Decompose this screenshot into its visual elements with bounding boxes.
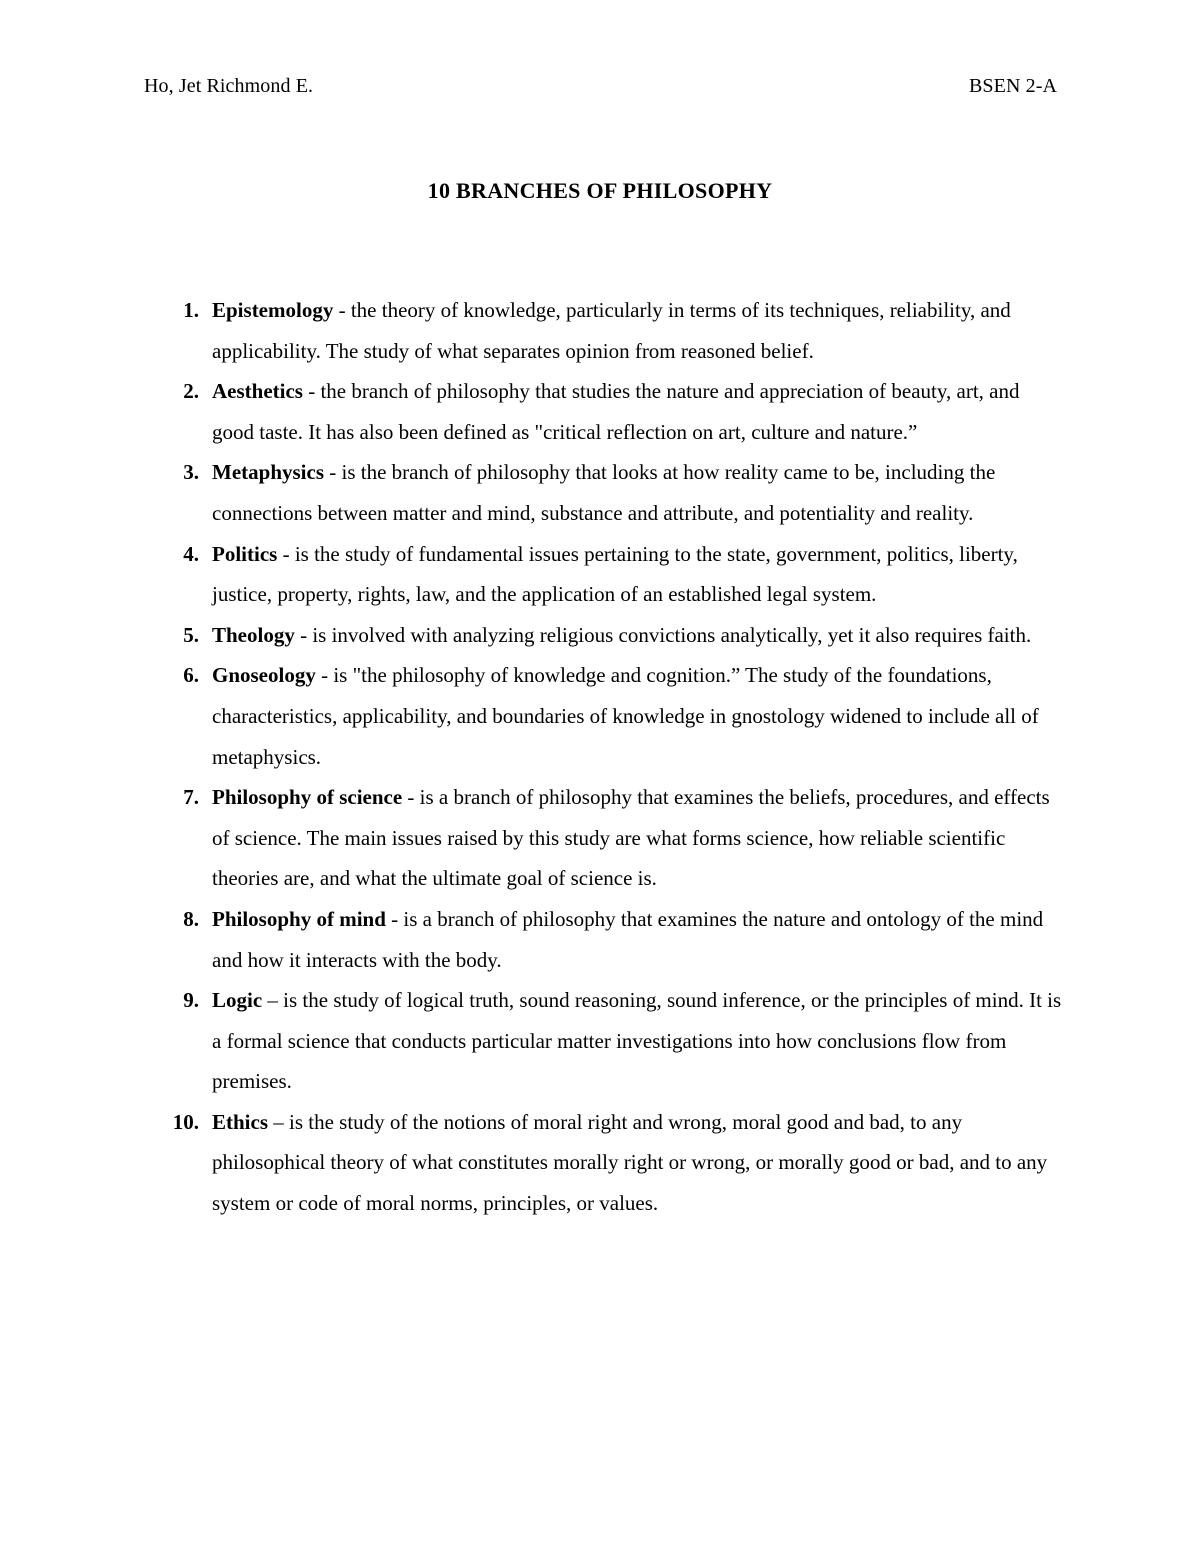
item-number: 4. [183,541,199,566]
item-number: 9. [183,988,199,1013]
document-title: 10 BRANCHES OF PHILOSOPHY [427,178,773,203]
item-number: 1. [183,298,199,322]
class-section: BSEN 2-A [968,75,1057,97]
list-item [144,1102,1064,1224]
item-term: Gnoseology [212,663,316,688]
list-item [144,980,1064,1102]
list-item [144,655,1064,777]
item-definition: - is the branch of philosophy that looks at how reality came to be, including the connections between matter and mind, substance and attribute, and potentiality and reality. [212,460,996,525]
list-item [144,615,1064,656]
item-definition: – is the study of the notions of moral right and wrong, moral good and bad, to any philosophical theory of what constitutes morally right or wrong, or morally good or bad, and to any system or code of moral norms, principles, or values. [212,1109,1048,1216]
item-definition: – is the study of logical truth, sound reasoning, sound inference, or the principles of mind. It is a formal science that conducts particular matter investigations into how conclusions flow from premises. [212,988,1062,1094]
item-definition: - is a branch of philosophy that examines the beliefs, procedures, and effects of science. The main issues raised by this study are what forms science, how reliable scientific theories are, and what the ultimate goal of science is. [212,785,1050,891]
item-term: Aesthetics [212,379,303,404]
item-definition: - the theory of knowledge, particularly in terms of its techniques, reliability, and applicability. The study of what separates opinion from reasoned belief. [212,298,1011,363]
list-item [144,371,1064,452]
branches-list [144,290,1064,1224]
item-definition: - is "the philosophy of knowledge and cognition.” The study of the foundations, characteristics, applicability, and boundaries of knowledge in gnostology widened to include all of metaphysics. [212,663,1039,769]
item-definition: - is the study of fundamental issues pertaining to the state, government, politics, liberty, justice, property, rights, law, and the application of an established legal system. [212,541,1018,607]
item-term: Epistemology [212,298,334,322]
item-term: Metaphysics [212,460,324,485]
list-item [144,899,1064,980]
item-term: Theology [212,622,295,647]
item-definition: - the branch of philosophy that studies the nature and appreciation of beauty, art, and good taste. It has also been defined as "critical reflection on art, culture and nature.” [212,379,1020,444]
item-number: 5. [183,622,199,647]
item-number: 8. [183,906,199,931]
list-item [144,290,1064,371]
item-number: 10. [172,1109,199,1134]
item-number: 3. [183,460,199,485]
item-term: Politics [212,541,278,566]
list-item [144,777,1064,899]
list-item [144,534,1064,615]
item-number: 2. [183,379,199,404]
item-definition: - is involved with analyzing religious convictions analytically, yet it also requires faith. [294,622,1032,647]
item-term: Ethics [212,1109,269,1134]
item-number: 7. [183,785,199,810]
author-name: Ho, Jet Richmond E. [144,75,314,97]
item-number: 6. [183,663,199,688]
item-definition: - is a branch of philosophy that examines the nature and ontology of the mind and how it interacts with the body. [212,906,1044,972]
item-term: Logic [212,988,263,1013]
item-term: Philosophy of mind [212,906,386,931]
list-item [144,452,1064,533]
item-term: Philosophy of science [212,785,403,810]
